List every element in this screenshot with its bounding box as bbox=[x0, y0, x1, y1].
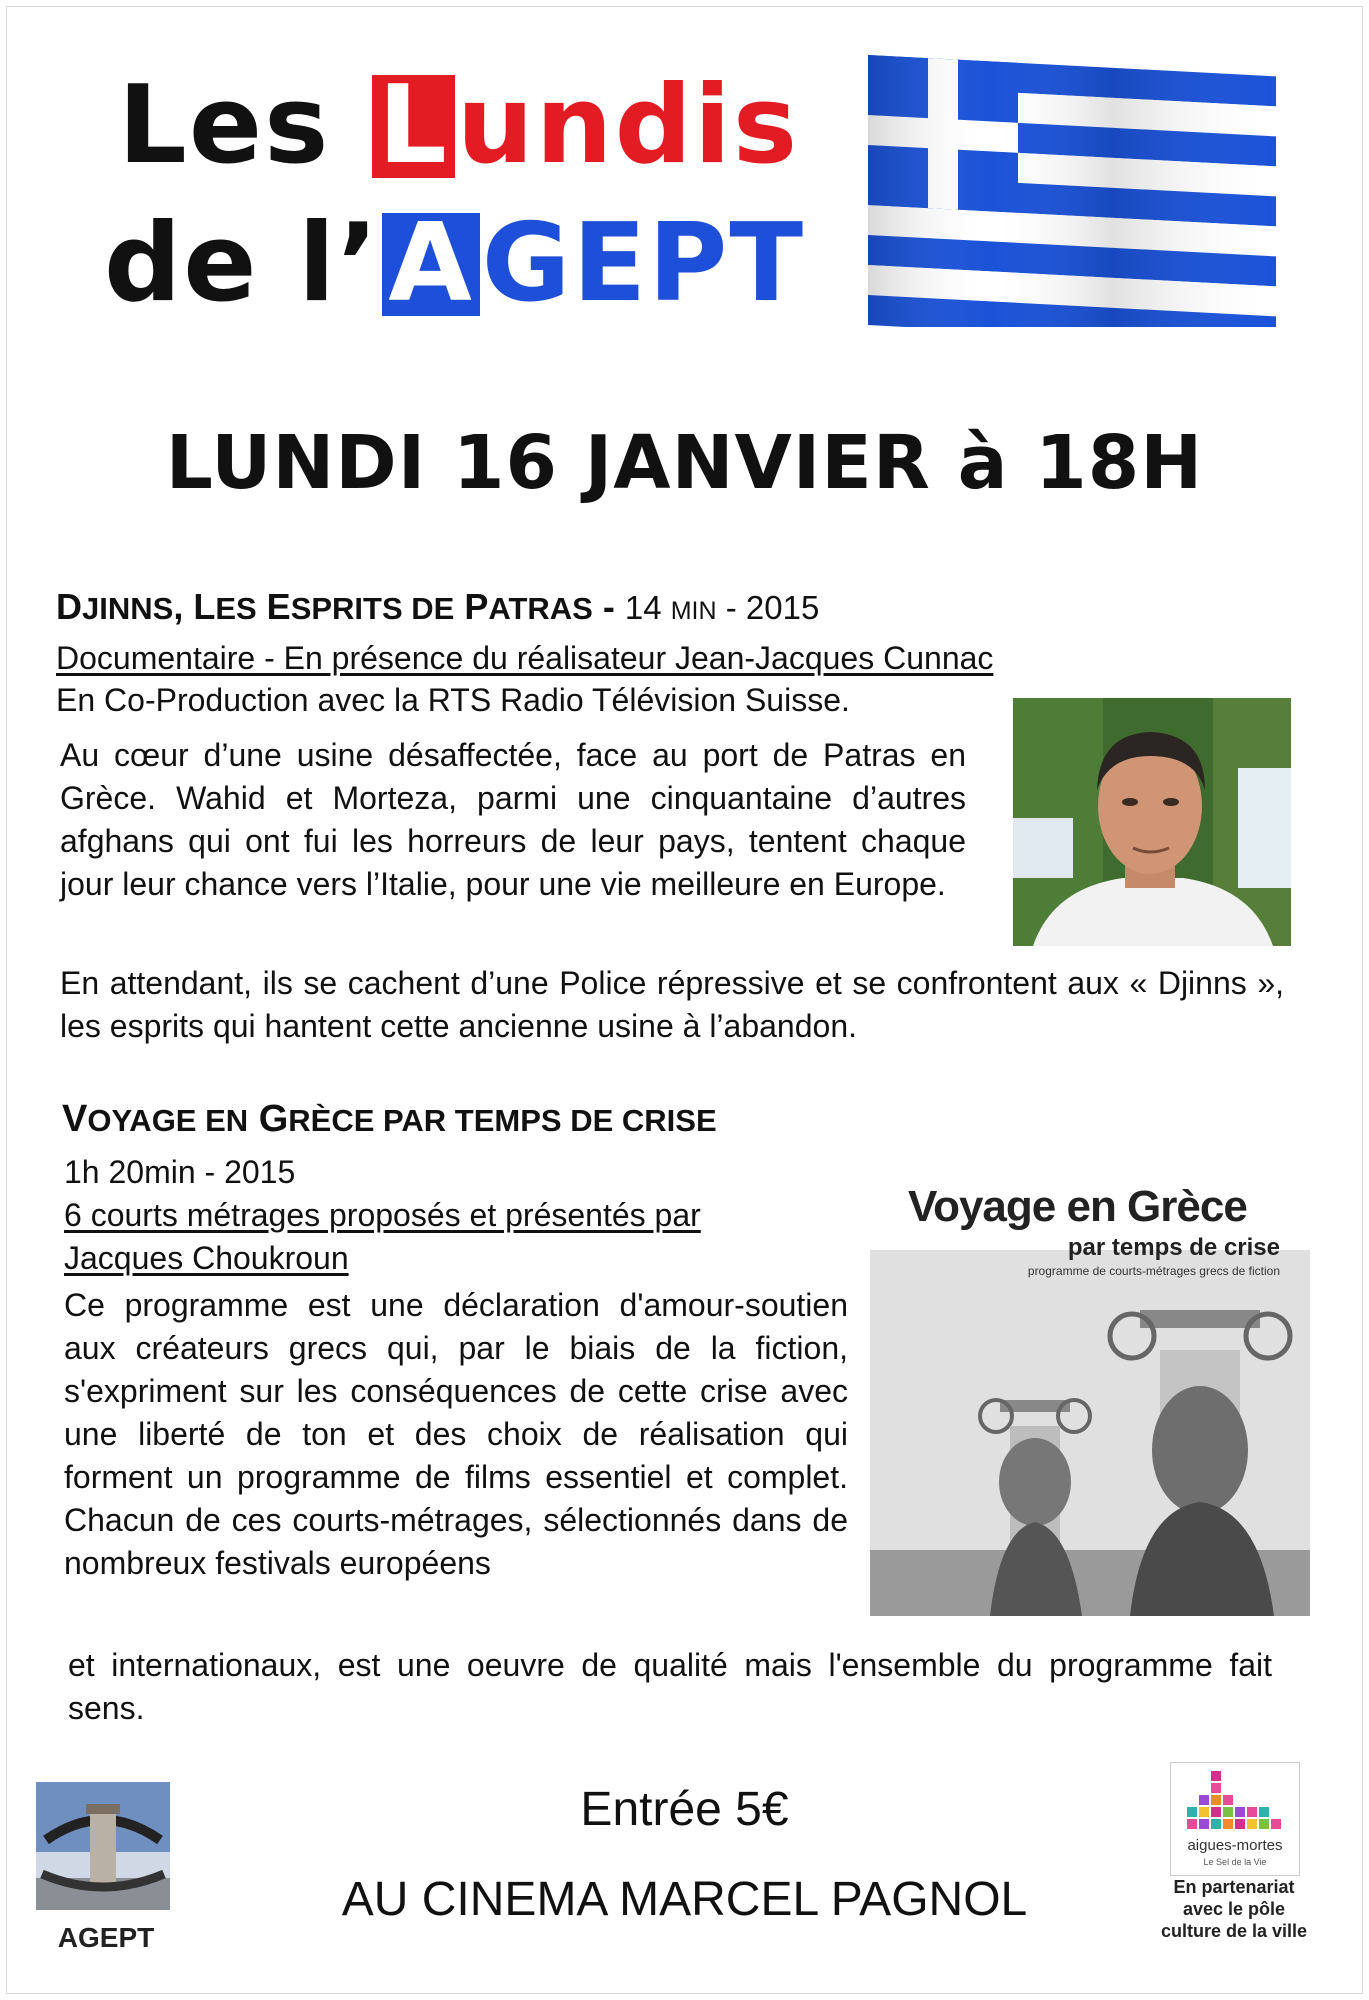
logo-boxed-l: L bbox=[372, 75, 455, 178]
logo-word-gept: GEPT bbox=[481, 201, 806, 326]
film1-subtitle: Documentaire - En présence du réalisateur Jean-Jacques Cunnac bbox=[56, 640, 994, 676]
film2-poster bbox=[870, 1176, 1310, 1616]
film1-duration: 14 MIN - 2015 bbox=[624, 589, 820, 626]
agept-label: AGEPT bbox=[57, 1922, 155, 1953]
film1-coproduction: En Co-Production avec la RTS Radio Télévision Suisse. bbox=[56, 682, 850, 718]
poster-small-text: programme de courts-métrages grecs de fiction bbox=[1027, 1264, 1280, 1278]
film2-paragraph-1: Ce programme est une déclaration d'amour-soutien aux créateurs grecs qui, par le biais de la fiction, s'expriment sur les conséquences de cette crise avec une liberté de ton et des choix de réalisation qui forment un programme de films essentiel et complet. Chacun de ces courts-métrages, sélectionnés dans de nombreux festivals européens bbox=[64, 1287, 848, 1581]
logo-word-de: de l’ bbox=[104, 201, 381, 326]
poster-subtitle: par temps de crise bbox=[1067, 1234, 1280, 1261]
aigues-mortes-logo bbox=[1170, 1762, 1300, 1876]
director-photo bbox=[1013, 698, 1291, 946]
logo-boxed-a: A bbox=[382, 213, 480, 316]
venue-name: AU CINEMA MARCEL PAGNOL bbox=[341, 1873, 1028, 1926]
film1-paragraph-2: En attendant, ils se cachent d’une Police répressive et se confrontent aux « Djinns », les esprits qui hantent cette ancienne usine à l’abandon. bbox=[60, 965, 1284, 1044]
aigues-mortes-logo-tagline: Le Sel de la Vie bbox=[1203, 1857, 1267, 1867]
logo-line-2 bbox=[104, 201, 806, 326]
agept-logo bbox=[36, 1782, 170, 1910]
poster-artwork bbox=[870, 1250, 1310, 1616]
film1-paragraph-1: Au cœur d’une usine désaffectée, face au port de Patras en Grèce. Wahid et Morteza, parmi une cinquantaine d’autres afghans qui ont fui les horreurs de leur pays, tentent chaque jour leur chance vers l’Italie, pour une vie meilleure en Europe. bbox=[60, 737, 966, 902]
film2-title: VOYAGE EN GRÈCE PAR TEMPS DE CRISE bbox=[62, 1098, 717, 1140]
entry-price: Entrée 5€ bbox=[580, 1783, 789, 1836]
greek-flag-image bbox=[868, 55, 1276, 327]
film2-duration: 1h 20min - 2015 bbox=[64, 1154, 296, 1190]
logo-word-undis: undis bbox=[456, 63, 800, 188]
aigues-mortes-logo-text: aigues-mortes bbox=[1187, 1837, 1283, 1854]
logo-line-1 bbox=[118, 63, 800, 188]
partner-text: En partenariat avec le pôle culture de la ville bbox=[1160, 1877, 1308, 1941]
event-date: LUNDI 16 JANVIER à 18H bbox=[165, 420, 1204, 506]
film2-paragraph-2: et internationaux, est une oeuvre de qualité mais l'ensemble du programme fait sens. bbox=[68, 1647, 1272, 1726]
film2-subtitle-line-2: Jacques Choukroun bbox=[64, 1240, 349, 1276]
poster-title: Voyage en Grèce bbox=[908, 1182, 1247, 1231]
film1-title: DJINNS, LES ESPRITS DE PATRAS - 14 MIN - 2015 bbox=[56, 586, 820, 627]
logo-word-les: Les bbox=[118, 63, 331, 188]
film2-subtitle-line-1: 6 courts métrages proposés et présentés par bbox=[64, 1197, 701, 1233]
